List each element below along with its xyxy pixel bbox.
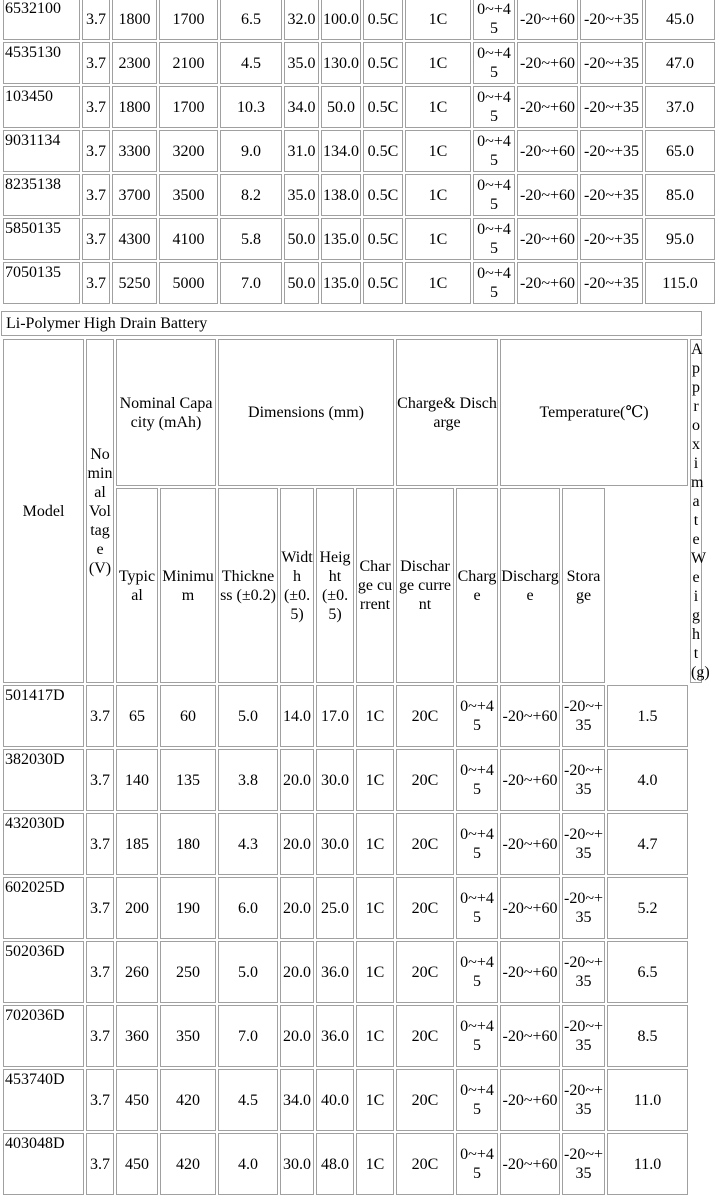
cell-model: 5850135	[3, 218, 80, 260]
cell-temp-discharge: -20~+60	[517, 0, 578, 40]
cell-charge-current: 0.5C	[363, 218, 403, 260]
cell-minimum: 3500	[159, 174, 218, 216]
cell-temp-storage: -20~+35	[562, 1005, 605, 1067]
cell-discharge-current: 20C	[396, 685, 454, 747]
cell-charge-current: 0.5C	[363, 174, 403, 216]
cell-minimum: 1700	[159, 0, 218, 40]
cell-model: 453740D	[3, 1069, 84, 1131]
cell-temp-storage: -20~+35	[562, 1069, 605, 1131]
cell-typical: 140	[116, 749, 158, 811]
cell-charge-current: 1C	[356, 749, 394, 811]
cell-thickness: 3.8	[218, 749, 278, 811]
cell-thickness: 5.8	[220, 218, 282, 260]
cell-temp-discharge: -20~+60	[500, 1005, 560, 1067]
cell-temp-charge: 0~+45	[456, 685, 498, 747]
header-model: Model	[3, 339, 84, 683]
cell-temp-storage: -20~+35	[580, 262, 643, 304]
cell-thickness: 5.0	[218, 685, 278, 747]
cell-weight: 5.2	[607, 877, 688, 939]
table-row	[3, 130, 715, 172]
cell-voltage: 3.7	[82, 86, 110, 128]
cell-charge-current: 1C	[356, 1005, 394, 1067]
cell-minimum: 420	[160, 1133, 216, 1195]
cell-charge-current: 0.5C	[363, 262, 403, 304]
cell-temp-storage: -20~+35	[562, 877, 605, 939]
cell-temp-discharge: -20~+60	[517, 130, 578, 172]
cell-weight: 37.0	[645, 86, 715, 128]
table-row	[3, 262, 715, 304]
cell-charge-current: 0.5C	[363, 130, 403, 172]
cell-height: 50.0	[321, 86, 361, 128]
cell-width: 14.0	[280, 685, 314, 747]
header-typical: Typical	[116, 488, 158, 683]
header-nominal-voltage: Nominal Voltage (V)	[86, 339, 114, 683]
header-charge-discharge: Charge& Discharge	[396, 339, 498, 486]
cell-weight: 95.0	[645, 218, 715, 260]
section-title-high-drain: Li-Polymer High Drain Battery	[1, 311, 702, 336]
cell-temp-charge: 0~+45	[456, 1133, 498, 1195]
cell-charge-current: 1C	[356, 685, 394, 747]
cell-minimum: 135	[160, 749, 216, 811]
header-weight: Approximate Weight(g)	[691, 341, 710, 681]
header-minimum: Minimum	[160, 488, 216, 683]
table-row	[3, 685, 702, 747]
cell-thickness: 7.0	[218, 1005, 278, 1067]
cell-discharge-current: 20C	[396, 877, 454, 939]
cell-typical: 260	[116, 941, 158, 1003]
cell-width: 32.0	[284, 0, 319, 40]
cell-temp-discharge: -20~+60	[517, 262, 578, 304]
cell-thickness: 6.0	[218, 877, 278, 939]
cell-discharge-current: 1C	[405, 174, 471, 216]
cell-width: 50.0	[284, 262, 319, 304]
cell-temp-charge: 0~+45	[473, 0, 515, 40]
cell-temp-charge: 0~+45	[473, 218, 515, 260]
cell-model: 602025D	[3, 877, 84, 939]
cell-temp-storage: -20~+35	[580, 0, 643, 40]
cell-typical: 3700	[112, 174, 157, 216]
cell-discharge-current: 20C	[396, 941, 454, 1003]
table-row	[3, 86, 715, 128]
cell-discharge-current: 1C	[405, 130, 471, 172]
cell-weight: 47.0	[645, 42, 715, 84]
cell-temp-discharge: -20~+60	[517, 174, 578, 216]
cell-temp-charge: 0~+45	[456, 877, 498, 939]
table-row	[3, 813, 702, 875]
cell-voltage: 3.7	[82, 130, 110, 172]
cell-height: 36.0	[316, 1005, 354, 1067]
cell-temp-charge: 0~+45	[473, 130, 515, 172]
cell-temp-charge: 0~+45	[473, 86, 515, 128]
cell-model: 502036D	[3, 941, 84, 1003]
cell-height: 48.0	[316, 1133, 354, 1195]
cell-typical: 185	[116, 813, 158, 875]
cell-width: 20.0	[280, 749, 314, 811]
cell-model: 403048D	[3, 1133, 84, 1195]
cell-height: 135.0	[321, 262, 361, 304]
cell-discharge-current: 20C	[396, 749, 454, 811]
cell-thickness: 10.3	[220, 86, 282, 128]
cell-height: 17.0	[316, 685, 354, 747]
cell-voltage: 3.7	[82, 262, 110, 304]
cell-typical: 360	[116, 1005, 158, 1067]
cell-minimum: 60	[160, 685, 216, 747]
table-row	[3, 941, 702, 1003]
table-row	[3, 42, 715, 84]
cell-width: 35.0	[284, 174, 319, 216]
table-row	[3, 174, 715, 216]
cell-discharge-current: 1C	[405, 42, 471, 84]
cell-temp-charge: 0~+45	[456, 941, 498, 1003]
cell-height: 138.0	[321, 174, 361, 216]
header-height: Height (±0.5)	[316, 488, 354, 683]
cell-temp-storage: -20~+35	[562, 685, 605, 747]
header-nominal-capacity: Nominal Capacity (mAh)	[116, 339, 216, 486]
cell-height: 100.0	[321, 0, 361, 40]
cell-weight: 115.0	[645, 262, 715, 304]
header-charge-current: Charge current	[356, 488, 394, 683]
cell-temp-charge: 0~+45	[456, 749, 498, 811]
cell-width: 20.0	[280, 1005, 314, 1067]
cell-model: 501417D	[3, 685, 84, 747]
cell-weight: 11.0	[607, 1133, 688, 1195]
cell-voltage: 3.7	[86, 1069, 114, 1131]
cell-temp-storage: -20~+35	[580, 218, 643, 260]
cell-width: 35.0	[284, 42, 319, 84]
cell-thickness: 4.0	[218, 1133, 278, 1195]
cell-temp-discharge: -20~+60	[517, 218, 578, 260]
cell-weight: 4.0	[607, 749, 688, 811]
cell-weight: 8.5	[607, 1005, 688, 1067]
cell-model: 702036D	[3, 1005, 84, 1067]
cell-temp-discharge: -20~+60	[500, 877, 560, 939]
cell-discharge-current: 20C	[396, 813, 454, 875]
cell-voltage: 3.7	[86, 1133, 114, 1195]
cell-temp-discharge: -20~+60	[500, 1069, 560, 1131]
table-row	[3, 0, 715, 40]
header-dimensions: Dimensions (mm)	[218, 339, 394, 486]
cell-temp-discharge: -20~+60	[500, 1133, 560, 1195]
cell-minimum: 2100	[159, 42, 218, 84]
cell-voltage: 3.7	[82, 42, 110, 84]
cell-voltage: 3.7	[86, 749, 114, 811]
cell-temp-storage: -20~+35	[580, 42, 643, 84]
cell-model: 9031134	[3, 130, 80, 172]
table-row	[3, 749, 702, 811]
cell-charge-current: 1C	[356, 1069, 394, 1131]
cell-typical: 3300	[112, 130, 157, 172]
cell-minimum: 4100	[159, 218, 218, 260]
cell-minimum: 3200	[159, 130, 218, 172]
cell-temp-storage: -20~+35	[580, 130, 643, 172]
cell-voltage: 3.7	[82, 0, 110, 40]
cell-thickness: 9.0	[220, 130, 282, 172]
cell-model: 8235138	[3, 174, 80, 216]
cell-height: 130.0	[321, 42, 361, 84]
cell-weight: 85.0	[645, 174, 715, 216]
cell-thickness: 4.3	[218, 813, 278, 875]
cell-width: 20.0	[280, 877, 314, 939]
cell-discharge-current: 20C	[396, 1133, 454, 1195]
cell-height: 134.0	[321, 130, 361, 172]
cell-temp-storage: -20~+35	[562, 813, 605, 875]
cell-temp-charge: 0~+45	[456, 1069, 498, 1131]
header-temp-discharge: Discharge	[500, 488, 560, 683]
cell-temp-discharge: -20~+60	[517, 42, 578, 84]
cell-discharge-current: 1C	[405, 86, 471, 128]
header-temperature: Temperature(℃)	[500, 339, 688, 486]
table-row	[3, 218, 715, 260]
cell-temp-discharge: -20~+60	[500, 941, 560, 1003]
cell-temp-charge: 0~+45	[473, 174, 515, 216]
cell-height: 30.0	[316, 813, 354, 875]
cell-temp-storage: -20~+35	[580, 174, 643, 216]
cell-width: 50.0	[284, 218, 319, 260]
cell-discharge-current: 20C	[396, 1005, 454, 1067]
cell-typical: 4300	[112, 218, 157, 260]
cell-minimum: 1700	[159, 86, 218, 128]
cell-charge-current: 1C	[356, 813, 394, 875]
cell-height: 40.0	[316, 1069, 354, 1131]
cell-temp-charge: 0~+45	[473, 262, 515, 304]
cell-height: 25.0	[316, 877, 354, 939]
cell-typical: 1800	[112, 86, 157, 128]
cell-voltage: 3.7	[86, 1005, 114, 1067]
cell-width: 20.0	[280, 941, 314, 1003]
cell-width: 34.0	[280, 1069, 314, 1131]
cell-charge-current: 0.5C	[363, 42, 403, 84]
cell-temp-charge: 0~+45	[456, 1005, 498, 1067]
header-discharge-current: Discharge current	[396, 488, 454, 683]
cell-model: 7050135	[3, 262, 80, 304]
cell-typical: 1800	[112, 0, 157, 40]
header-width: Width (±0.5)	[280, 488, 314, 683]
cell-weight: 1.5	[607, 685, 688, 747]
cell-temp-charge: 0~+45	[473, 42, 515, 84]
cell-charge-current: 0.5C	[363, 0, 403, 40]
cell-typical: 450	[116, 1133, 158, 1195]
cell-temp-storage: -20~+35	[562, 941, 605, 1003]
cell-minimum: 190	[160, 877, 216, 939]
cell-thickness: 4.5	[218, 1069, 278, 1131]
cell-weight: 6.5	[607, 941, 688, 1003]
cell-temp-discharge: -20~+60	[517, 86, 578, 128]
cell-charge-current: 1C	[356, 941, 394, 1003]
cell-model: 382030D	[3, 749, 84, 811]
cell-typical: 200	[116, 877, 158, 939]
cell-discharge-current: 1C	[405, 0, 471, 40]
cell-voltage: 3.7	[86, 941, 114, 1003]
cell-discharge-current: 20C	[396, 1069, 454, 1131]
cell-voltage: 3.7	[86, 813, 114, 875]
cell-temp-storage: -20~+35	[562, 749, 605, 811]
cell-typical: 5250	[112, 262, 157, 304]
cell-weight: 4.7	[607, 813, 688, 875]
cell-thickness: 8.2	[220, 174, 282, 216]
cell-voltage: 3.7	[86, 685, 114, 747]
cell-discharge-current: 1C	[405, 262, 471, 304]
high-drain-battery-table	[1, 337, 710, 1197]
header-temp-charge: Charge	[456, 488, 498, 683]
cell-width: 30.0	[280, 1133, 314, 1195]
cell-minimum: 420	[160, 1069, 216, 1131]
standard-battery-table	[1, 0, 717, 306]
cell-temp-charge: 0~+45	[456, 813, 498, 875]
cell-model: 432030D	[3, 813, 84, 875]
cell-thickness: 4.5	[220, 42, 282, 84]
cell-thickness: 6.5	[220, 0, 282, 40]
cell-minimum: 5000	[159, 262, 218, 304]
cell-minimum: 350	[160, 1005, 216, 1067]
table-row	[3, 877, 702, 939]
cell-typical: 2300	[112, 42, 157, 84]
cell-typical: 450	[116, 1069, 158, 1131]
cell-minimum: 180	[160, 813, 216, 875]
cell-temp-storage: -20~+35	[562, 1133, 605, 1195]
cell-width: 31.0	[284, 130, 319, 172]
cell-charge-current: 0.5C	[363, 86, 403, 128]
cell-minimum: 250	[160, 941, 216, 1003]
table-row	[3, 1005, 702, 1067]
cell-width: 20.0	[280, 813, 314, 875]
cell-voltage: 3.7	[82, 174, 110, 216]
cell-voltage: 3.7	[82, 218, 110, 260]
cell-typical: 65	[116, 685, 158, 747]
cell-model: 4535130	[3, 42, 80, 84]
cell-temp-discharge: -20~+60	[500, 749, 560, 811]
cell-model: 103450	[3, 86, 80, 128]
cell-temp-discharge: -20~+60	[500, 685, 560, 747]
cell-width: 34.0	[284, 86, 319, 128]
cell-height: 30.0	[316, 749, 354, 811]
cell-weight: 45.0	[645, 0, 715, 40]
cell-weight: 65.0	[645, 130, 715, 172]
cell-voltage: 3.7	[86, 877, 114, 939]
cell-height: 135.0	[321, 218, 361, 260]
cell-temp-storage: -20~+35	[580, 86, 643, 128]
cell-temp-discharge: -20~+60	[500, 813, 560, 875]
table-row	[3, 1069, 702, 1131]
cell-height: 36.0	[316, 941, 354, 1003]
header-temp-storage: Storage	[562, 488, 605, 683]
cell-thickness: 7.0	[220, 262, 282, 304]
header-thickness: Thickness (±0.2)	[218, 488, 278, 683]
cell-charge-current: 1C	[356, 1133, 394, 1195]
cell-discharge-current: 1C	[405, 218, 471, 260]
cell-charge-current: 1C	[356, 877, 394, 939]
table-row	[3, 1133, 702, 1195]
cell-weight: 11.0	[607, 1069, 688, 1131]
cell-model: 6532100	[3, 0, 80, 40]
cell-thickness: 5.0	[218, 941, 278, 1003]
